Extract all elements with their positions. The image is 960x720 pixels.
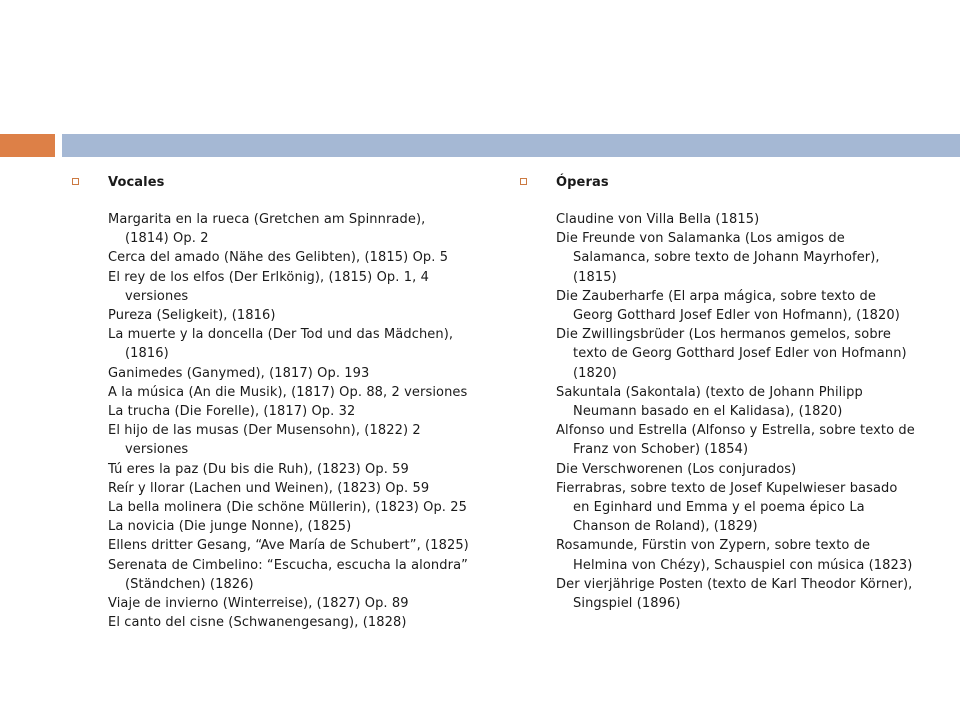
list-item: Tú eres la paz (Du bis die Ruh), (1823) Op. 59	[108, 461, 409, 477]
vocales-heading-row	[72, 173, 472, 195]
list-item: El canto del cisne (Schwanengesang), (1828)	[108, 615, 407, 631]
operas-column	[520, 173, 915, 613]
operas-list	[520, 210, 915, 613]
list-item: Pureza (Seligkeit), (1816)	[108, 308, 276, 324]
list-item: Cerca del amado (Nähe des Gelibten), (1815) Op. 5	[108, 250, 449, 266]
list-item: Margarita en la rueca (Gretchen am Spinnrade), (1814) Op. 2	[108, 212, 426, 247]
operas-heading: Óperas	[556, 175, 609, 190]
square-bullet-icon	[520, 178, 527, 185]
list-item: A la música (An die Musik), (1817) Op. 88, 2 versiones	[108, 384, 468, 400]
vocales-list	[72, 210, 472, 632]
list-item: Die Zauberharfe (El arpa mágica, sobre texto de Georg Gotthard Josef Edler von Hofmann), (1820)	[556, 288, 900, 324]
list-item: Serenata de Cimbelino: “Escucha, escucha la alondra” (Ständchen) (1826)	[108, 557, 468, 592]
list-item: Reír y llorar (Lachen und Weinen), (1823) Op. 59	[108, 480, 430, 496]
square-bullet-icon	[72, 178, 79, 185]
vocales-heading: Vocales	[108, 175, 165, 190]
header-accent-blue-bar	[62, 134, 960, 157]
list-item: Der vierjährige Posten (texto de Karl Theodor Körner), Singspiel (1896)	[556, 576, 913, 612]
list-item: Claudine von Villa Bella (1815)	[556, 212, 760, 227]
list-item: Die Zwillingsbrüder (Los hermanos gemelos, sobre texto de Georg Gotthard Josef Edler von Hofmann) (1820)	[556, 327, 907, 381]
list-item: El hijo de las musas (Der Musensohn), (1822) 2 versiones	[108, 423, 421, 458]
list-item: La novicia (Die junge Nonne), (1825)	[108, 519, 352, 535]
list-item: La trucha (Die Forelle), (1817) Op. 32	[108, 404, 356, 420]
list-item: La muerte y la doncella (Der Tod und das Mädchen), (1816)	[108, 327, 454, 362]
list-item: Fierrabras, sobre texto de Josef Kupelwieser basado en Eginhard und Emma y el poema épico La Chanson de Roland), (1829)	[556, 480, 898, 535]
list-item: El rey de los elfos (Der Erlkönig), (1815) Op. 1, 4 versiones	[108, 269, 429, 304]
list-item: Viaje de invierno (Winterreise), (1827) Op. 89	[108, 596, 409, 612]
list-item: Ellens dritter Gesang, “Ave María de Schubert”, (1825)	[108, 538, 469, 554]
list-item: Ganimedes (Ganymed), (1817) Op. 193	[108, 365, 370, 381]
list-item: Rosamunde, Fürstin von Zypern, sobre texto de Helmina von Chézy), Schauspiel con música (1823)	[556, 538, 913, 573]
vocales-column	[72, 173, 472, 632]
operas-heading-row	[520, 173, 915, 195]
list-item: Sakuntala (Sakontala) (texto de Johann Philipp Neumann basado en el Kalidasa), (1820)	[556, 384, 863, 420]
list-item: Alfonso und Estrella (Alfonso y Estrella, sobre texto de Franz von Schober) (1854)	[556, 423, 915, 458]
list-item: Die Verschworenen (Los conjurados)	[556, 461, 797, 477]
list-item: La bella molinera (Die schöne Müllerin), (1823) Op. 25	[108, 500, 468, 516]
list-item: Die Freunde von Salamanka (Los amigos de Salamanca, sobre texto de Johann Mayrhofer), (1815)	[556, 231, 880, 285]
header-accent-orange-bar	[0, 134, 55, 157]
